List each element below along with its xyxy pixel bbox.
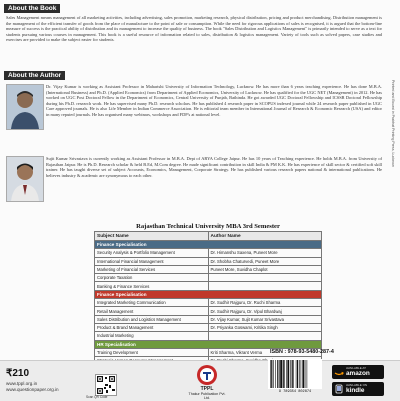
printer-note-text: Printed and Bound in Prabhat Printing Press, Lucknow	[391, 80, 395, 167]
author2-photo	[6, 156, 44, 202]
barcode-bar	[301, 360, 302, 388]
barcode-number: 9 789354 802874	[278, 390, 312, 394]
subject-cell: Integrated Marketing Communication	[95, 299, 209, 307]
printer-note	[388, 80, 396, 320]
barcode	[268, 359, 322, 389]
subject-cell: Marketing of Financial Services	[95, 265, 209, 273]
author-cell: Dr. Vijay Kumar, Sujit Kumar Srivastava	[208, 315, 322, 323]
author1-bio: Dr. Vijay Kumar is working as Assistant Professor in Maharishi University of Information Technology, Lucknow. He has more than 6 years teaching experience. He has done M.B.A. (International Business) and Ph.D. (Applied Economics) from Department of Applied Economics, University of Lucknow. He has qualified for the UGC NET (Management) in 2012. He has worked on UGC Post Doctoral Fellow in the Department of Economics, Central University of Punjab, Bathinda. He got awarded UGC Doctoral Fellowship and ICSSR Doctoral Fellowship during his Ph.D. research work. He has supervised many Ph.D. research scholars. He has published 4 research paper in SCOPUS indexed journal while 24 research paper published in UGC Care approved journals. He is also Life Member in Indian Commerce Association. He is editorial team member in International Journal of Research & Economic Research (USA) and editor in many reputed journals. He has organised many webinars, workshops and FDP's at national level.	[46, 84, 382, 117]
author-cell: Dr. Shobha Chaturvedi, Puneet More	[208, 257, 322, 265]
amazon-icon	[334, 367, 344, 377]
barcode-bar	[280, 360, 282, 388]
subject-cell: Product & Brand Management	[95, 323, 209, 331]
section-title: HR Specialisation	[95, 340, 322, 348]
author-cell	[208, 274, 322, 282]
barcode-bar	[290, 360, 291, 388]
qr-code	[95, 374, 117, 396]
table-row	[95, 257, 322, 265]
table-row	[95, 274, 322, 282]
table-row	[95, 307, 322, 315]
publisher-logo-icon	[196, 364, 218, 386]
subject-cell: Industrial Marketing	[95, 332, 209, 340]
author-cell: Dr. Sudhir Rajguru, Dr. Vipul Bhardwaj	[208, 307, 322, 315]
about-book-text: Sales Management means management of all marketing activities, including advertising, sales promotion, marketing research, physical distribution, pricing and product merchandising. Distribution management is the management of the efficient transfer of goods from the place of manufacture to the point of sale or consumption. While the need for rigorous applications of sales is recognised, it is argued that the bottom-line measure of success is the practical ability of distribution and its management to increase the quality of business. The book "Sales Distribution and Logistics Management" is primarily intended to serve as a text for students pursuing various courses in management. This book is a useful resource of information related to sales, distribution & logistics management. Variety of tools such as solved papers, case studies and exercises are provided to make the subject easier for students.	[6, 15, 382, 43]
barcode-bar	[296, 360, 297, 388]
about-book-heading: About the Book	[4, 4, 60, 13]
barcode-bar	[279, 360, 280, 388]
author-cell	[208, 332, 322, 340]
scan-label: Scan QR Code	[86, 395, 108, 399]
barcode-bar	[292, 360, 293, 388]
barcode-bar	[284, 360, 285, 388]
barcode-bar	[297, 360, 298, 388]
website-links	[6, 381, 59, 393]
barcode-bar	[287, 360, 289, 388]
author1-photo	[6, 84, 44, 130]
publisher-name	[186, 386, 228, 400]
author-cell: Puneet More, Suvidha Chaplot	[208, 265, 322, 273]
subject-cell: Banking & Finance Services	[95, 282, 209, 290]
subject-cell: Training Development	[95, 348, 209, 356]
table-row	[95, 282, 322, 290]
subject-cell: Sales Distribution and Logistics Management	[95, 315, 209, 323]
author-cell: Dr. Priyanka Goswami, Kritika Singh	[208, 323, 322, 331]
publisher-full: Thakur Publication Pvt. Ltd.	[188, 392, 226, 400]
about-author-heading: About the Author	[4, 71, 65, 80]
table-row	[95, 315, 322, 323]
section-title: Finance Specialisation	[95, 290, 322, 298]
isbn: ISBN : 978-93-5480-287-4	[270, 349, 334, 355]
barcode-bar	[307, 360, 308, 388]
kindle-badge[interactable]	[332, 382, 384, 396]
author-cell: Kriti Sharma, Vikrant Verma	[208, 348, 322, 356]
kindle-badge-label: kindle	[346, 387, 365, 394]
kindle-badge-caption: AVAILABLE ON	[346, 383, 368, 387]
subject-cell: International Financial Management	[95, 257, 209, 265]
barcode-bar	[275, 360, 276, 388]
subject-cell: Security Analysis & Portfolio Management	[95, 249, 209, 257]
table-row	[95, 323, 322, 331]
subject-header: Subject Name	[95, 232, 209, 241]
barcode-bar	[270, 360, 271, 388]
author-cell	[208, 282, 322, 290]
university-title: Rajasthan Technical University MBA 3rd Semester	[136, 223, 280, 230]
price: ₹210	[6, 368, 30, 379]
barcode-bar	[299, 360, 300, 388]
barcode-bar	[302, 360, 304, 388]
barcode-bar	[271, 360, 272, 388]
barcode-bar	[277, 360, 278, 388]
publisher-short: TPPL	[200, 386, 214, 392]
author-header: Author Name	[208, 232, 322, 241]
section-header-row	[95, 340, 322, 348]
barcode-bar	[305, 360, 306, 388]
table-header-row	[95, 232, 322, 241]
barcode-bar	[286, 360, 287, 388]
table-row	[95, 249, 322, 257]
table-row	[95, 332, 322, 340]
amazon-badge[interactable]	[332, 365, 384, 379]
section-header-row	[95, 241, 322, 249]
subject-cell: Corporate Taxation	[95, 274, 209, 282]
kindle-icon	[334, 384, 344, 394]
subject-cell: Retail Management	[95, 307, 209, 315]
website-link[interactable]: www.tppl.org.in	[6, 381, 38, 386]
author2-bio: Sujit Kumar Srivastava is currently working as Assistant Professor in M.B.A. Dept of ARYA College Jaipur. He has 10 years of Teaching experience. He holds M.B.A. from University of Rajasthan Jaipur. He is Ph.D. Research scholar & held B.Ed, M.Com degree. He made significant contribution in skill India & PM K.K. He has experience of skill sector & certified soft skill trainer. He has taught diverse set of subject Accounts, Economics, Management, Corporate Strategy. He has published various research papers national & international publications. He believes industry & academic are synonymous to each other.	[46, 156, 382, 178]
barcode-bar	[293, 360, 294, 388]
section-title: Finance Specialisation	[95, 241, 322, 249]
question-paper-link[interactable]: www.questionpaper.org.in	[6, 387, 59, 392]
barcode-bar	[283, 360, 284, 388]
section-header-row	[95, 290, 322, 298]
amazon-badge-caption: AVAILABLE AT	[346, 366, 367, 370]
barcode-bar	[273, 360, 274, 388]
author-cell: Dr. Sudhir Rajguru, Dr. Ruchi Sharma	[208, 299, 322, 307]
author-cell: Dr. Himanshu Saxena, Puneet More	[208, 249, 322, 257]
table-row	[95, 299, 322, 307]
table-row	[95, 265, 322, 273]
amazon-badge-label: amazon	[346, 370, 370, 377]
